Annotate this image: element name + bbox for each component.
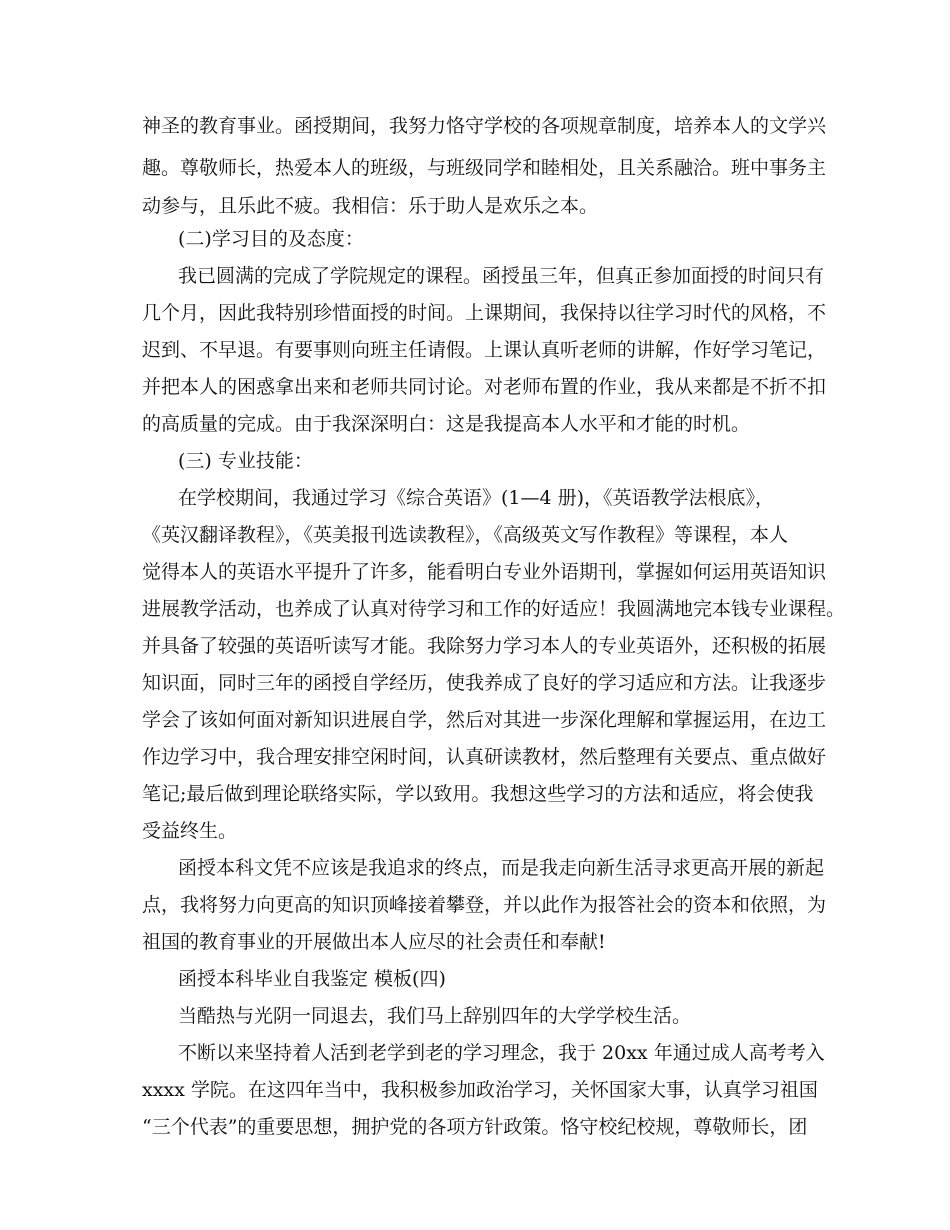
text-line: 函授本科文凭不应该是我追求的终点，而是我走向新生活寻求更高开展的新起 xyxy=(178,857,825,879)
section-heading: 函授本科毕业自我鉴定 模板(四) xyxy=(178,968,446,990)
text-line: 不断以来坚持着人活到老学到老的学习理念，我于 20xx 年通过成人高考考入 xyxy=(178,1042,825,1064)
text-line: 在学校期间，我通过学习《综合英语》(1—4 册)，《英语教学法根底》， xyxy=(178,487,775,509)
text-line: 迟到、不早退。有要事则向班主任请假。上课认真听老师的讲解，作好学习笔记， xyxy=(142,339,827,361)
text-line: 笔记;最后做到理论联络实际，学以致用。我想这些学习的方法和适应，将会使我 xyxy=(142,783,814,805)
text-line: 当酷热与光阴一同退去，我们马上辞别四年的大学学校生活。 xyxy=(178,1005,692,1027)
text-line: 我已圆满的完成了学院规定的课程。函授虽三年，但真正参加面授的时间只有 xyxy=(178,265,825,287)
text-line: 动参与，且乐此不疲。我相信：乐于助人是欢乐之本。 xyxy=(142,195,599,217)
text-line: “三个代表”的重要思想，拥护党的各项方针政策。恪守校纪校规，尊敬师长，团 xyxy=(142,1116,808,1138)
text-line: 几个月，因此我特别珍惜面授的时间。上课期间，我保持以往学习时代的风格，不 xyxy=(142,302,827,324)
text-line: 进展教学活动，也养成了认真对待学习和工作的好适应！我圆满地完本钱专业课程。 xyxy=(142,598,846,620)
text-line: 学会了该如何面对新知识进展自学，然后对其进一步深化理解和掌握运用，在边工 xyxy=(142,709,827,731)
text-line: xxxx 学院。在这四年当中，我积极参加政治学习，关怀国家大事，认真学习祖国 xyxy=(142,1079,818,1101)
text-line: 知识面，同时三年的函授自学经历，使我养成了良好的学习适应和方法。让我逐步 xyxy=(142,672,827,694)
text-line: 趣。尊敬师长，热爱本人的班级，与班级同学和睦相处，且关系融洽。班中事务主 xyxy=(142,157,827,179)
text-line: 祖国的教育事业的开展做出本人应尽的社会责任和奉献! xyxy=(142,931,606,953)
text-line: 并具备了较强的英语听读写才能。我除努力学习本人的专业英语外，还积极的拓展 xyxy=(142,635,827,657)
section-heading: (三) 专业技能： xyxy=(178,450,313,472)
section-heading: (二)学习目的及态度： xyxy=(178,228,364,250)
text-line: 觉得本人的英语水平提升了许多，能看明白专业外语期刊，掌握如何运用英语知识 xyxy=(142,561,827,583)
text-line: 受益终生。 xyxy=(142,820,238,842)
text-line: 《英汉翻译教程》，《英美报刊选读教程》，《高级英文写作教程》等课程，本人 xyxy=(142,524,789,546)
text-line: 作边学习中，我合理安排空闲时间，认真研读教材，然后整理有关要点、重点做好 xyxy=(142,746,827,768)
text-line: 的高质量的完成。由于我深深明白：这是我提高本人水平和才能的时机。 xyxy=(142,413,751,435)
text-line: 神圣的教育事业。函授期间，我努力恪守学校的各项规章制度，培养本人的文学兴 xyxy=(142,115,827,137)
text-line: 并把本人的困惑拿出来和老师共同讨论。对老师布置的作业，我从来都是不折不扣 xyxy=(142,376,827,398)
text-line: 点，我将努力向更高的知识顶峰接着攀登，并以此作为报答社会的资本和依照，为 xyxy=(142,894,827,916)
